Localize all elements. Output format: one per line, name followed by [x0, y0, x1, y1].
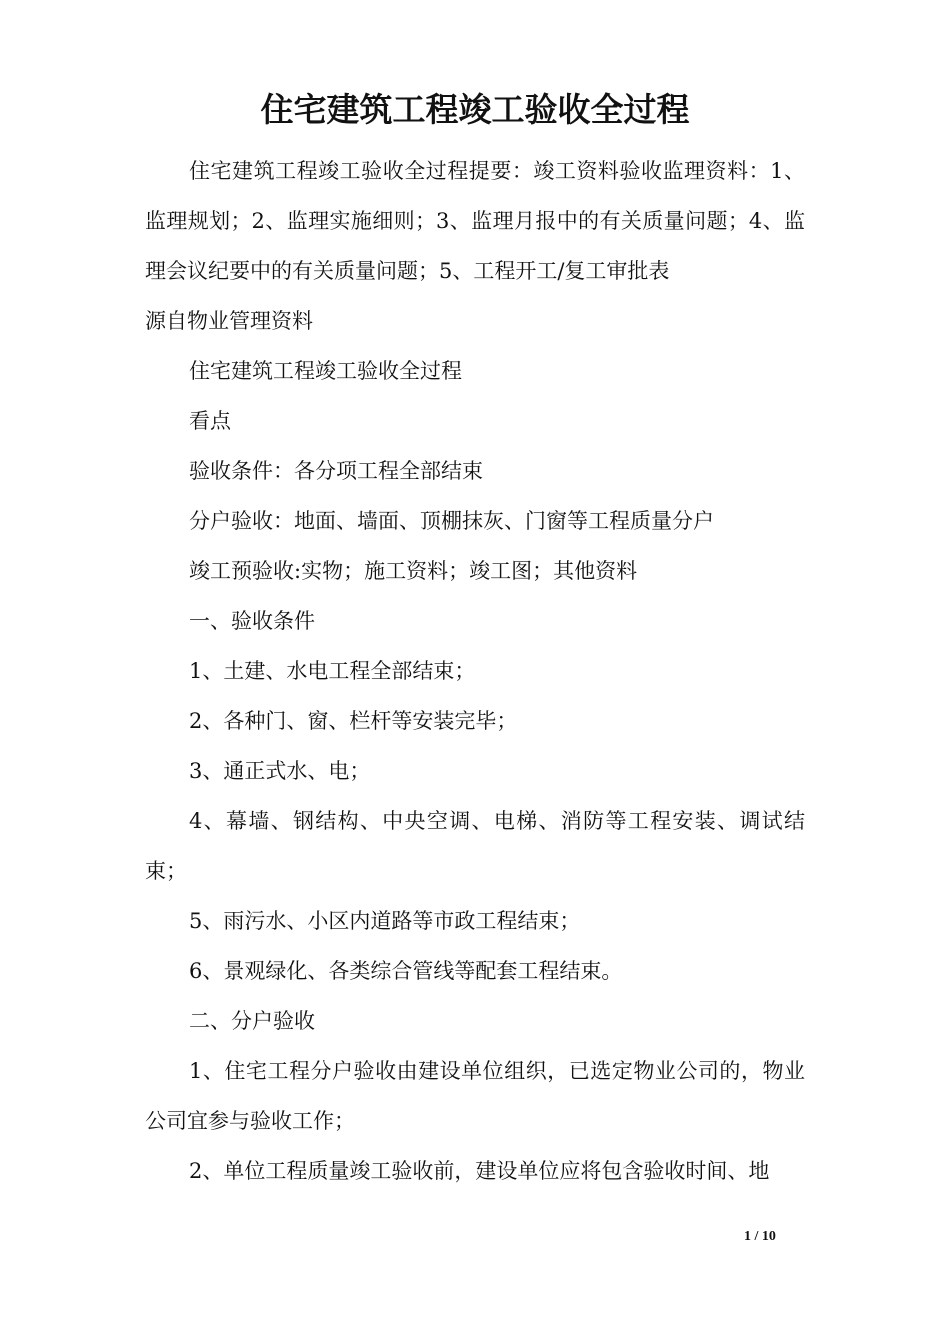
paragraph-acceptance-conditions: 验收条件：各分项工程全部结束 [189, 459, 483, 483]
list-item: 3、通正式水、电； [189, 759, 371, 783]
page-number: 1 / 10 [744, 1229, 776, 1244]
list-item: 2、单位工程质量竣工验收前，建设单位应将包含验收时间、地 [189, 1159, 770, 1183]
list-item: 4、幕墙、钢结构、中央空调、电梯、消防等工程安装、调试结束； [145, 809, 805, 883]
document-title: 住宅建筑工程竣工验收全过程 [260, 90, 690, 129]
list-item: 6、景观绿化、各类综合管线等配套工程结束。 [189, 959, 623, 983]
paragraph-pre-acceptance: 竣工预验收:实物；施工资料；竣工图；其他资料 [189, 559, 638, 583]
paragraph-highlights: 看点 [189, 409, 231, 433]
section-heading-2: 二、分户验收 [189, 1009, 315, 1033]
document-body [145, 146, 805, 1196]
paragraph-unit-acceptance: 分户验收：地面、墙面、顶棚抹灰、门窗等工程质量分户 [189, 509, 714, 533]
list-item: 5、雨污水、小区内道路等市政工程结束； [189, 909, 581, 933]
list-item: 1、土建、水电工程全部结束； [189, 659, 476, 683]
paragraph-source: 源自物业管理资料 [145, 309, 313, 333]
list-item: 1、住宅工程分户验收由建设单位组织，已选定物业公司的，物业公司宜参与验收工作； [145, 1059, 805, 1133]
section-heading-1: 一、验收条件 [189, 609, 315, 633]
paragraph-subtitle: 住宅建筑工程竣工验收全过程 [189, 359, 462, 383]
list-item: 2、各种门、窗、栏杆等安装完毕； [189, 709, 518, 733]
paragraph-summary: 住宅建筑工程竣工验收全过程提要：竣工资料验收监理资料：1、监理规划；2、监理实施细则；3、监理月报中的有关质量问题；4、监理会议纪要中的有关质量问题；5、工程开工/复工审批表 [145, 159, 805, 283]
